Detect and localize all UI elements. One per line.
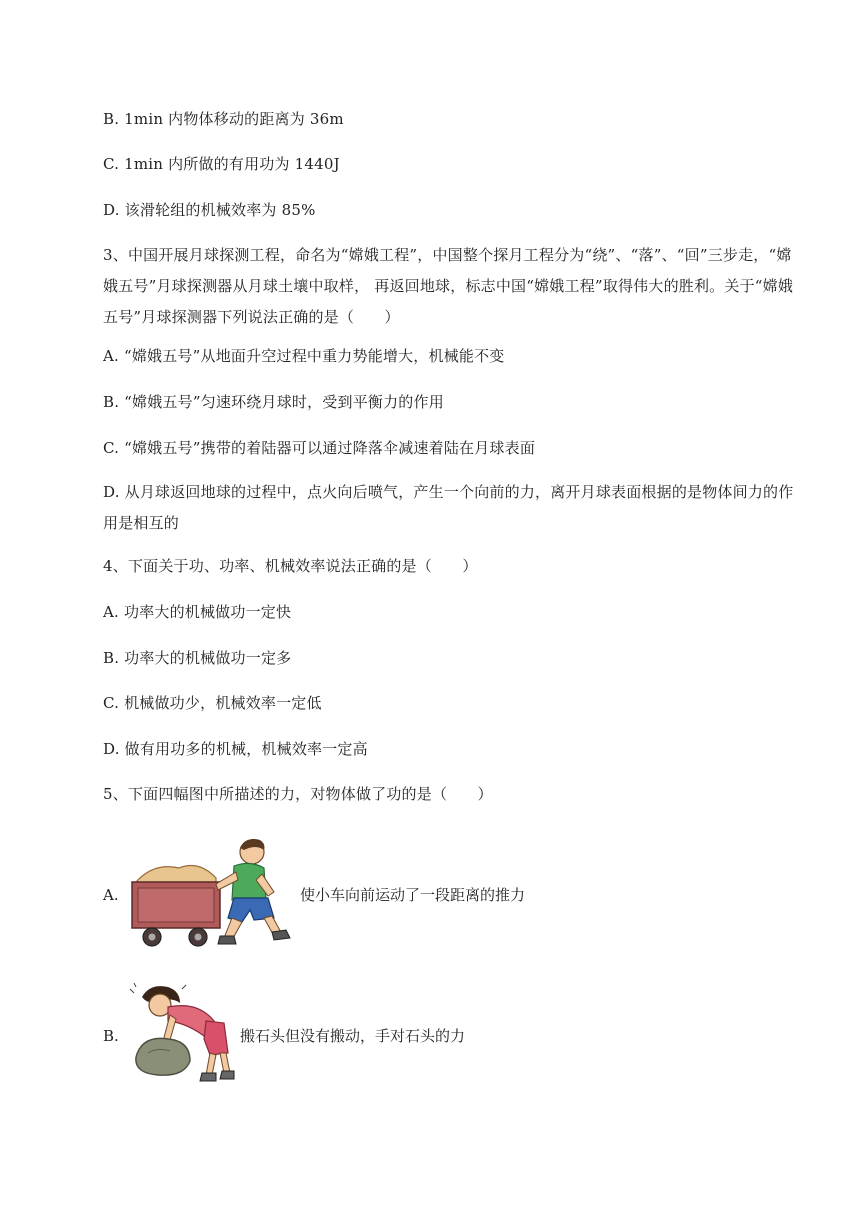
boy-pushing-cart-illustration bbox=[124, 834, 296, 950]
q3-option-a: A. “嫦娥五号”从地面升空过程中重力势能增大，机械能不变 bbox=[103, 347, 505, 365]
q5-stem: 5、下面四幅图中所描述的力，对物体做了功的是（ ） bbox=[103, 785, 493, 803]
q4-option-b: B. 功率大的机械做功一定多 bbox=[103, 649, 292, 667]
q5-option-a-label: A. bbox=[103, 886, 119, 904]
q5-option-b-text: 搬石头但没有搬动，手对石头的力 bbox=[240, 1027, 466, 1045]
q4-option-d: D. 做有用功多的机械，机械效率一定高 bbox=[103, 740, 368, 758]
q2-option-d: D. 该滑轮组的机械效率为 85% bbox=[103, 201, 316, 219]
q5-option-b-label: B. bbox=[103, 1027, 119, 1045]
q5-option-a-text: 使小车向前运动了一段距离的推力 bbox=[300, 886, 526, 904]
q4-option-a: A. 功率大的机械做功一定快 bbox=[103, 603, 292, 621]
q2-option-b: B. 1min 内物体移动的距离为 36m bbox=[103, 110, 344, 128]
q4-stem: 4、下面关于功、功率、机械效率说法正确的是（ ） bbox=[103, 557, 478, 575]
q3-option-b: B. “嫦娥五号”匀速环绕月球时，受到平衡力的作用 bbox=[103, 393, 444, 411]
q2-option-c: C. 1min 内所做的有用功为 1440J bbox=[103, 155, 340, 173]
q3-stem: 3、中国开展月球探测工程，命名为“嫦娥工程”，中国整个探月工程分为“绕”、“落”、“回”三步走，“嫦娥五号”月球探测器从月球土壤中取样， 再返回地球，标志中国“嫦娥工程”取得伟大的胜利。关于“嫦娥五号”月球探测器下列说法正确的是（ ） bbox=[103, 246, 794, 326]
girl-lifting-stone-illustration bbox=[128, 983, 236, 1083]
q3-option-c: C. “嫦娥五号”携带的着陆器可以通过降落伞减速着陆在月球表面 bbox=[103, 439, 536, 457]
q3-option-d: D. 从月球返回地球的过程中，点火向后喷气，产生一个向前的力，离开月球表面根据的是物体间力的作用是相互的 bbox=[103, 483, 794, 532]
q4-option-c: C. 机械做功少，机械效率一定低 bbox=[103, 694, 322, 712]
